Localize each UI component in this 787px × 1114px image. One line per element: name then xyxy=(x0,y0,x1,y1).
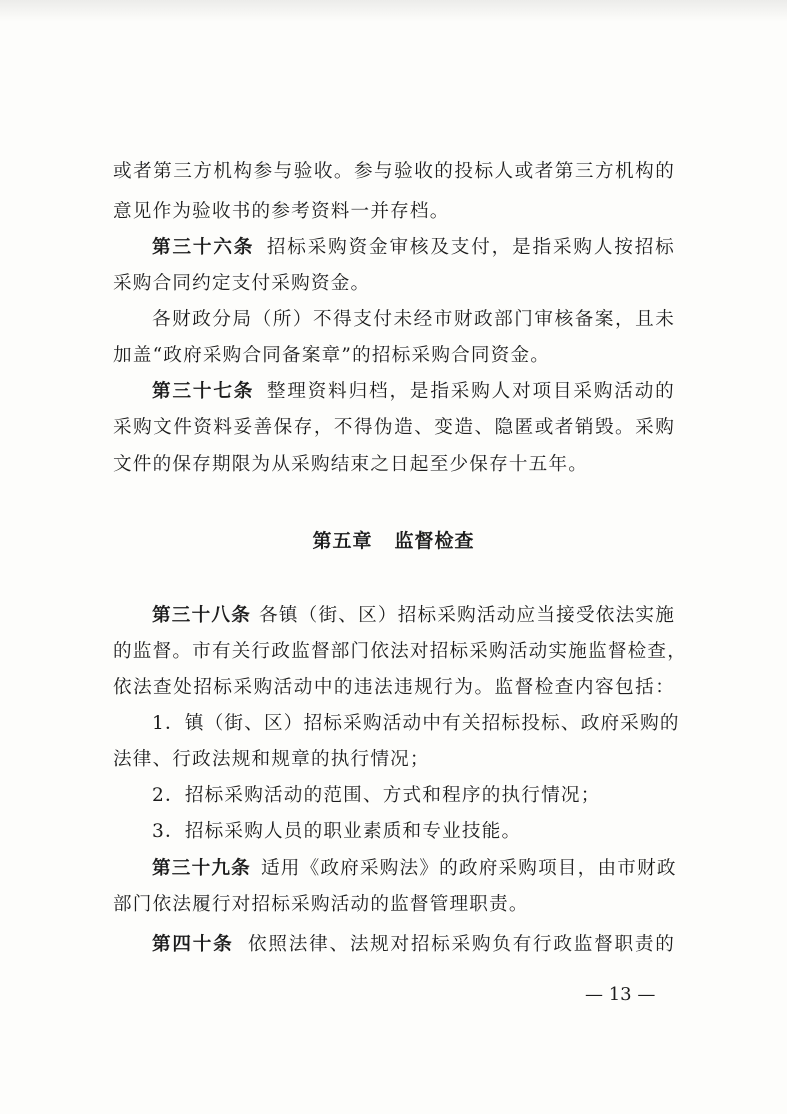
article-heading: 第四十条 xyxy=(152,934,234,955)
article-heading: 第三十八条 xyxy=(152,605,252,626)
text-line: 依法查处招标采购活动中的违法违规行为。监督检查内容包括： xyxy=(113,677,675,698)
list-item-2: 2．招标采购活动的范围、方式和程序的执行情况； xyxy=(152,785,601,806)
text-line: 法律、行政法规和规章的执行情况； xyxy=(113,749,430,770)
chapter-title: 监督检查 xyxy=(394,530,475,552)
text-line: 部门依法履行对招标采购活动的监督管理职责。 xyxy=(113,894,529,915)
chapter-number: 第五章 xyxy=(312,530,373,552)
article-heading: 第三十七条 xyxy=(152,381,255,402)
text-line: 文件的保存期限为从采购结束之日起至少保存十五年。 xyxy=(113,454,589,475)
page-number: — 13 — xyxy=(585,984,656,1005)
chapter-heading xyxy=(0,528,787,554)
scan-edge xyxy=(0,0,787,22)
article-39: 第三十九条 适用《政府采购法》的政府采购项目，由市财政 xyxy=(152,858,677,879)
list-item-3: 3．招标采购人员的职业素质和专业技能。 xyxy=(152,821,522,842)
article-40: 第四十条 依照法律、法规对招标采购负有行政监督职责的 xyxy=(152,934,676,955)
text-line: 采购文件资料妥善保存，不得伪造、变造、隐匿或者销毁。采购 xyxy=(113,417,675,438)
text-line: 或者第三方机构参与验收。参与验收的投标人或者第三方机构的 xyxy=(113,161,675,182)
list-item-1: 1．镇（街、区）招标采购活动中有关招标投标、政府采购的 xyxy=(152,713,680,734)
article-heading: 第三十六条 xyxy=(152,237,255,258)
text-line: 采购合同约定支付采购资金。 xyxy=(113,273,371,294)
article-heading: 第三十九条 xyxy=(152,858,251,879)
article-38: 第三十八条 各镇（街、区）招标采购活动应当接受依法实施 xyxy=(152,605,675,626)
text-line: 各财政分局（所）不得支付未经市财政部门审核备案，且未 xyxy=(152,309,675,330)
article-36: 第三十六条 招标采购资金审核及支付，是指采购人按招标 xyxy=(152,237,675,258)
text-line: 意见作为验收书的参考资料一并存档。 xyxy=(113,201,450,222)
text-line: 加盖“政府采购合同备案章”的招标采购合同资金。 xyxy=(113,345,551,366)
text-line: 的监督。市有关行政监督部门依法对招标采购活动实施监督检查， xyxy=(113,641,688,662)
article-37: 第三十七条 整理资料归档，是指采购人对项目采购活动的 xyxy=(152,381,675,402)
